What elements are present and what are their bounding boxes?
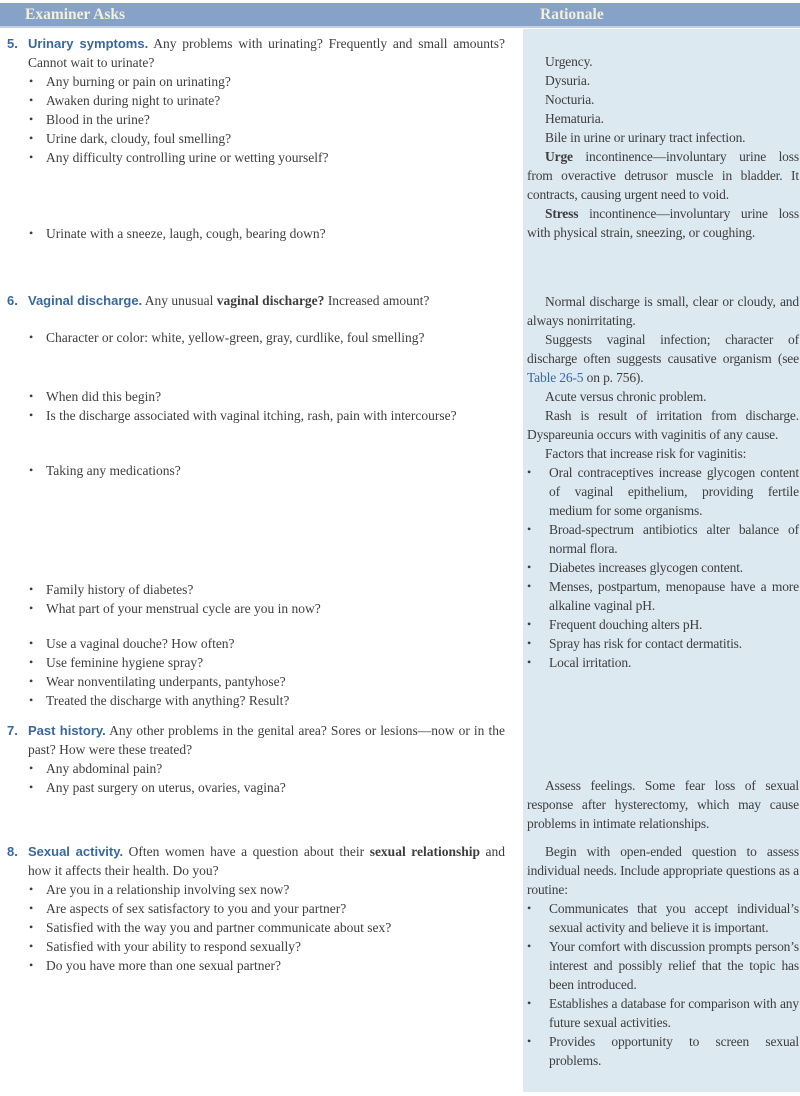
section-lead-text: Any problems with urinating? Frequently and small amounts? Cannot wait to urinate?: [28, 36, 505, 70]
sexual-activity-rationale-list: [527, 899, 799, 1070]
question-item: • What part of your menstrual cycle are you in now?: [29, 599, 505, 618]
rationale-bullet: • Your comfort with discussion prompts person’s interest and possibly relief that the topic has been introduced.: [527, 937, 799, 994]
rationale-item: Normal discharge is small, clear or cloudy, and always nonirritating.: [527, 294, 799, 328]
rationale-section-5: [527, 52, 799, 242]
section-number: 5.: [7, 36, 18, 51]
rationale-bullet: • Provides opportunity to screen sexual problems.: [527, 1032, 799, 1070]
question-item: • Any past surgery on uterus, ovaries, vagina?: [29, 778, 505, 797]
rationale-item: Rash is result of irritation from discharge. Dyspareunia occurs with vaginitis of any cause.: [527, 408, 799, 442]
rationale-item: Suggests vaginal infection; character of discharge often suggests causative organism (see Table 26-5 on p. 756).: [527, 332, 799, 385]
section-title: Past history.: [28, 723, 106, 738]
rationale-item: Factors that increase risk for vaginitis:: [545, 446, 747, 461]
rationale-header: Rationale: [540, 6, 604, 23]
examiner-section-6-questions-e: [7, 634, 505, 710]
rationale-bullet: • Oral contraceptives increase glycogen content of vaginal epithelium, providing fertile medium for some organisms.: [527, 463, 799, 520]
question-item: • Are you in a relationship involving sex now?: [29, 880, 505, 899]
section-7-questions: [29, 759, 505, 797]
rationale-bullet: • Menses, postpartum, menopause have a more alkaline vaginal pH.: [527, 577, 799, 615]
rationale-item: Dysuria.: [545, 73, 590, 88]
rationale-section-7: [527, 776, 799, 833]
rationale-section-8: [527, 842, 799, 1070]
rationale-item: Assess feelings. Some fear loss of sexual response after hysterectomy, which may cause problems in intimate relationships.: [527, 778, 799, 831]
question-item: • Urine dark, cloudy, foul smelling?: [29, 129, 505, 148]
question-item: • Taking any medications?: [29, 461, 505, 480]
question-item: • Use feminine hygiene spray?: [29, 653, 505, 672]
bold-phrase: sexual relationship: [369, 844, 480, 859]
examiner-section-7: [7, 721, 505, 797]
examiner-section-6: [7, 291, 505, 310]
rationale-bullet: • Spray has risk for contact dermatitis.: [527, 634, 799, 653]
question-item: • Blood in the urine?: [29, 110, 505, 129]
rationale-bullet: • Diabetes increases glycogen content.: [527, 558, 799, 577]
rationale-bullet: • Establishes a database for comparison with any future sexual activities.: [527, 994, 799, 1032]
examiner-section-6-questions-c: [7, 461, 505, 480]
examiner-section-5-continued: [7, 224, 505, 243]
section-lead-text: Any other problems in the genital area? Sores or lesions—now or in the past? How were these treated?: [28, 723, 505, 757]
examiner-asks-header: Examiner Asks: [25, 6, 126, 23]
section-number: 8.: [7, 844, 18, 859]
vaginitis-risk-factors-list: [527, 463, 799, 672]
section-8-heading: 8. Sexual activity. Often women have a question about their sexual relationship and how it affects their health. Do you?: [7, 844, 505, 878]
question-item: • Wear nonventilating underpants, pantyhose?: [29, 672, 505, 691]
rationale-stress-paragraph: Stress incontinence—involuntary urine loss with physical strain, sneezing, or coughing.: [527, 206, 799, 240]
section-title: Vaginal discharge.: [28, 293, 143, 308]
table-header-bar: [0, 3, 800, 28]
question-item: • Any difficulty controlling urine or wetting yourself?: [29, 148, 505, 167]
question-item: • Any abdominal pain?: [29, 759, 505, 778]
rationale-urge-paragraph: Urge incontinence—involuntary urine loss from overactive detrusor muscle in bladder. It contracts, causing urgent need to void.: [527, 149, 799, 202]
bold-term: Urge: [545, 149, 573, 164]
rationale-bullet: • Broad-spectrum antibiotics alter balance of normal flora.: [527, 520, 799, 558]
question-item: • Treated the discharge with anything? Result?: [29, 691, 505, 710]
question-item: • Any burning or pain on urinating?: [29, 72, 505, 91]
rationale-bullet: • Local irritation.: [527, 653, 799, 672]
question-item: • When did this begin?: [29, 387, 505, 406]
question-item: • Satisfied with your ability to respond sexually?: [29, 937, 505, 956]
examiner-section-6-questions-b: [7, 387, 505, 425]
table-26-5-link[interactable]: Table 26-5: [527, 370, 584, 385]
question-item: • Family history of diabetes?: [29, 580, 505, 599]
section-number: 6.: [7, 293, 18, 308]
question-item: • Use a vaginal douche? How often?: [29, 634, 505, 653]
rationale-item: Bile in urine or urinary tract infection.: [545, 130, 746, 145]
question-item: • Satisfied with the way you and partner communicate about sex?: [29, 918, 505, 937]
rationale-item: Hematuria.: [545, 111, 604, 126]
section-title: Sexual activity.: [28, 844, 124, 859]
section-5-questions: [29, 72, 505, 167]
question-item: • Urinate with a sneeze, laugh, cough, bearing down?: [29, 224, 505, 243]
bold-phrase: vaginal discharge?: [216, 293, 325, 308]
section-number: 7.: [7, 723, 18, 738]
section-6-heading: 6. Vaginal discharge. Any unusual vaginal discharge? Increased amount?: [7, 293, 430, 308]
section-title: Urinary symptoms.: [28, 36, 149, 51]
question-item: • Is the discharge associated with vaginal itching, rash, pain with intercourse?: [29, 406, 505, 425]
rationale-item: Acute versus chronic problem.: [545, 389, 707, 404]
question-item: • Are aspects of sex satisfactory to you and your partner?: [29, 899, 505, 918]
section-8-questions: [29, 880, 505, 975]
bold-term: Stress: [545, 206, 579, 221]
section-7-heading: [7, 721, 505, 759]
question-item: • Awaken during night to urinate?: [29, 91, 505, 110]
rationale-bullet: • Communicates that you accept individual’s sexual activity and believe it is important.: [527, 899, 799, 937]
question-item: • Do you have more than one sexual partner?: [29, 956, 505, 975]
rationale-section-6: [527, 292, 799, 672]
examiner-section-6-questions-a: [7, 328, 505, 347]
section-5-heading: [7, 34, 505, 72]
rationale-bullet: • Frequent douching alters pH.: [527, 615, 799, 634]
rationale-item: Nocturia.: [545, 92, 595, 107]
question-item: • Character or color: white, yellow-green, gray, curdlike, foul smelling?: [29, 328, 505, 347]
examiner-section-5: [7, 34, 505, 167]
rationale-item: Begin with open-ended question to assess individual needs. Include appropriate questions as a routine:: [527, 844, 799, 897]
examiner-section-8: [7, 842, 505, 975]
examiner-section-6-questions-d: [7, 580, 505, 618]
rationale-item: Urgency.: [545, 54, 593, 69]
